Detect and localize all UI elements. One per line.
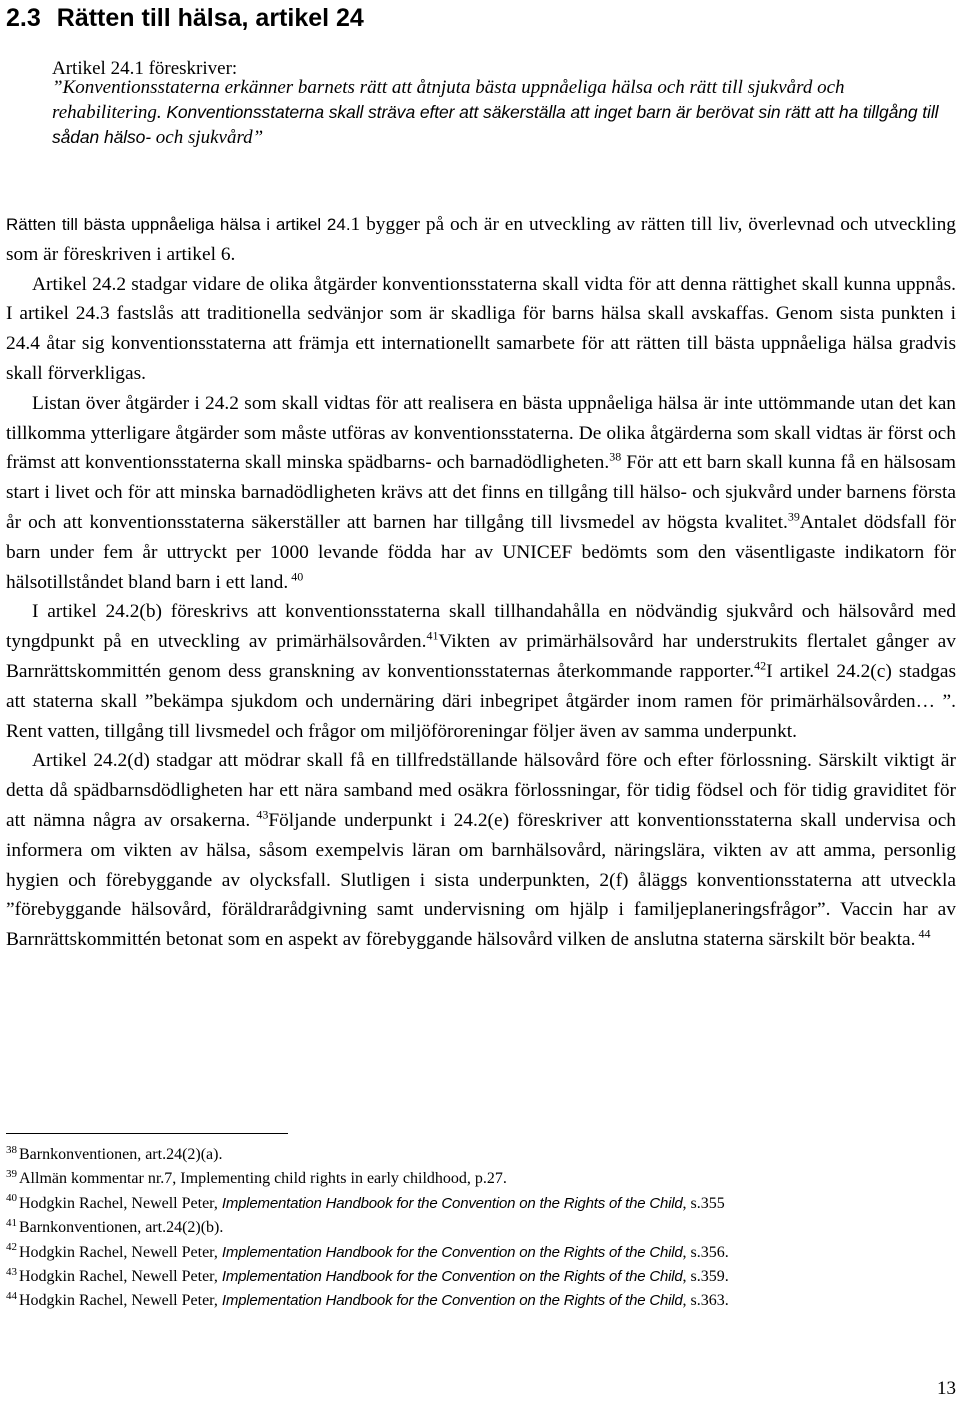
quote-part-2: Konventionsstaterna skall sträva efter att säkerställa att inget barn är berövat sin rätt att ha tillgång till sådan hälso- (52, 102, 939, 147)
footnote-44 (6, 1289, 956, 1313)
paragraph-5-a: Artikel 24.2(d) stadgar att mödrar skall få en tillfredställande hälsovård före och efter förlossning. Särskilt viktigt är detta då spädbarnsdödligheten har ett nära samband med osäkra förlossningar, för tidig födsel och för tidig graviditet för att nämna några av orsakerna. (6, 750, 956, 831)
footnote-page: , s.363. (682, 1292, 729, 1310)
footnote-ref-41[interactable]: 41 (426, 628, 439, 643)
footnote-42 (6, 1241, 956, 1265)
footnote-number: 42 (6, 1241, 17, 1254)
paragraph-5-b: Följande underpunkt i 24.2(e) föreskriver att konventionsstaterna skall undervisa och informera om vikten av hälsa, såsom exempelvis läran om barnhälsovård, näringslära, vikten av att amma, personlig hygien och förebyggande av olycksfall. Slutligen i sista underpunkten, 2(f) åläggs konventionsstaterna att utveckla ”förebyggande hälsovård, föräldrarådgivning samt undervisning om hjälp i familjeplaneringsfrågor”. Vaccin har av Barnrättskommittén betonat som en aspekt av förebyggande hälsovård vilken de anslutna staterna särskilt bör beakta. (6, 809, 957, 951)
footnote-text: Hodgkin Rachel, Newell Peter, (19, 1243, 222, 1261)
paragraph-3-a: Listan över åtgärder i 24.2 som skall vidtas för att realisera en bästa uppnåeliga hälsa är inte uttömmande utan det kan tillkomma ytterligare åtgärder som måste utföras av konventionsstaterna. De olika åtgärderna som skall vidtas är först och främst att konventionsstaterna skall minska spädbarns- och barnadödligheten. (6, 392, 956, 474)
paragraph-3-c: Antalet dödsfall för barn under fem år uttryckt per 1000 levande födda har av UNICEF bedömts som den väsentligaste indikatorn för hälsotillståndet bland barn i ett land. (6, 511, 956, 593)
footnote-divider (6, 1133, 288, 1134)
paragraph-4 (6, 597, 956, 746)
footnote-number: 39 (6, 1168, 17, 1181)
footnote-41 (6, 1216, 956, 1240)
footnote-number: 41 (6, 1216, 17, 1229)
footnote-number: 43 (6, 1265, 17, 1278)
footnote-40 (6, 1192, 956, 1216)
footnote-page: , s.355 (682, 1194, 725, 1212)
paragraph-3-b: För att ett barn skall kunna få en hälsosam start i livet och för att minska barnadödligheten krävs att det finns en tillgång till hälso- och sjukvård under barnens första år och att konventionsstaterna säkerställer att barnen har tillgång till livsmedel av högsta kvalitet. (6, 452, 956, 533)
paragraph-1-sans: Rätten till bästa uppnåeliga hälsa i artikel 24. (6, 215, 351, 234)
intro-line: Artikel 24.1 föreskriver: (52, 58, 238, 79)
page-number: 13 (937, 1378, 956, 1399)
footnote-ref-39[interactable]: 39 (787, 509, 800, 524)
footnote-ref-42[interactable]: 42 (754, 658, 767, 673)
footnote-ref-43[interactable]: 43 (250, 807, 269, 822)
paragraph-3 (6, 389, 956, 598)
footnote-number: 40 (6, 1192, 17, 1205)
paragraph-4-a: I artikel 24.2(b) föreskrivs att konventionsstaterna skall tillhandahålla en nödvändig sjukvård och hälsovård med tyngdpunkt på en utveckling av primärhälsovården. (6, 601, 956, 653)
body-text (6, 210, 956, 955)
footnote-book-title: Implementation Handbook for the Convention on the Rights of the Child (221, 1243, 683, 1261)
quote-part-3: och sjukvård” (151, 127, 264, 148)
section-title: Rätten till hälsa, artikel 24 (56, 4, 364, 32)
footnote-ref-38[interactable]: 38 (609, 449, 622, 464)
paragraph-2: Artikel 24.2 stadgar vidare de olika åtgärder konventionsstaterna skall vidta för att denna rättighet skall kunna uppnås. I artikel 24.3 fastslås att traditionella sedvänjor som är skadliga för barns hälsa skall avskaffas. Genom sista punkten i 24.4 åtar sig konventionsstaterna att främja ett internationellt samarbete för att rätten till bästa uppnåeliga hälsa gradvis skall förverkligas. (6, 273, 956, 384)
paragraph-5 (6, 746, 956, 955)
footnote-text: Barnkonventionen, art.24(2)(a). (19, 1146, 223, 1163)
footnote-ref-40[interactable]: 40 (288, 569, 304, 584)
footnote-book-title: Implementation Handbook for the Convention on the Rights of the Child (221, 1268, 683, 1286)
footnote-book-title: Implementation Handbook for the Convention on the Rights of the Child (221, 1194, 683, 1212)
paragraph-1-serif: 1 bygger på och är en utveckling av rätten till liv, överlevnad och utveckling som är föreskriven i artikel 6. (6, 214, 956, 265)
quote-part-1: ”Konventionsstaterna erkänner barnets rätt att åtnjuta bästa uppnåeliga hälsa och rätt till sjukvård och rehabilitering. (52, 77, 845, 123)
footnote-text: Barnkonventionen, art.24(2)(b). (19, 1219, 224, 1237)
footnote-text: Allmän kommentar nr.7, Implementing child rights in early childhood, p.27. (19, 1170, 507, 1188)
paragraph-1 (6, 210, 956, 270)
footnote-text: Hodgkin Rachel, Newell Peter, (19, 1194, 222, 1212)
footnote-38 (6, 1143, 956, 1167)
footnote-text: Hodgkin Rachel, Newell Peter, (19, 1292, 222, 1310)
article-quote (52, 76, 957, 150)
footnotes (6, 1143, 956, 1314)
footnote-page: , s.359. (682, 1268, 729, 1286)
footnote-39 (6, 1167, 956, 1191)
paragraph-4-b: Vikten av primärhälsovård har understrukits flertalet gånger av Barnrättskommittén genom dess granskning av konventionsstaternas återkommande rapporter. (6, 631, 956, 682)
footnote-43 (6, 1265, 956, 1289)
section-number: 2.3 (6, 4, 41, 32)
footnote-ref-44[interactable]: 44 (915, 926, 931, 941)
footnote-page: , s.356. (682, 1243, 729, 1261)
footnote-number: 44 (6, 1290, 17, 1303)
paragraph-4-c: I artikel 24.2(c) stadgas att staterna skall ”bekämpa sjukdom och undernäring däri inbegripet åtgärder inom ramen för primärhälsovården… ”. Rent vatten, tillgång till livsmedel och frågor om miljöföroreningar följer även av samma underpunkt. (6, 660, 956, 742)
section-heading (6, 0, 364, 36)
footnote-book-title: Implementation Handbook for the Convention on the Rights of the Child (221, 1292, 683, 1310)
footnote-number: 38 (6, 1143, 17, 1156)
footnote-text: Hodgkin Rachel, Newell Peter, (19, 1268, 222, 1286)
